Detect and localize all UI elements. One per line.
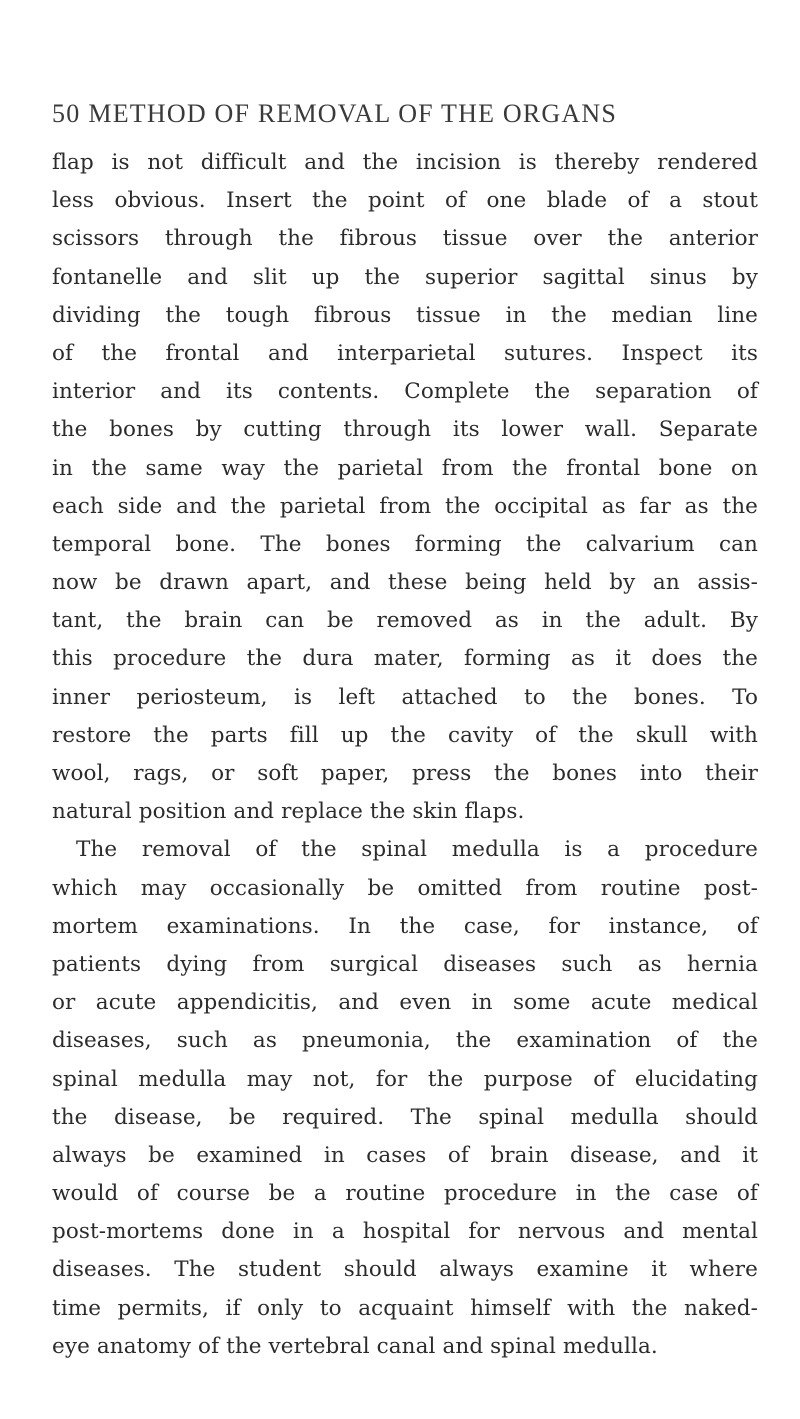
- text-line: dividing the tough fibrous tissue in the median line: [52, 302, 758, 328]
- text-line: this procedure the dura mater, forming as it does the: [52, 646, 758, 672]
- text-line: post-mortems done in a hospital for nervous and mental: [52, 1219, 758, 1245]
- text-line: spinal medulla may not, for the purpose of elucidating: [52, 1066, 758, 1092]
- text-line: time permits, if only to acquaint himself with the naked-: [52, 1295, 758, 1321]
- text-line: would of course be a routine procedure in the case of: [52, 1181, 758, 1207]
- text-line: which may occasionally be omitted from routine post-: [52, 875, 758, 901]
- text-line: the disease, be required. The spinal medulla should: [52, 1104, 758, 1130]
- text-line: tant, the brain can be removed as in the adult. By: [52, 608, 758, 634]
- text-line: interior and its contents. Complete the separation of: [52, 379, 758, 405]
- text-line: the bones by cutting through its lower wall. Separate: [52, 417, 758, 443]
- text-line: each side and the parietal from the occipital as far as the: [52, 493, 758, 519]
- paragraph-last-line: natural position and replace the skin flaps.: [52, 799, 525, 825]
- text-line: fontanelle and slit up the superior sagittal sinus by: [52, 264, 758, 290]
- text-line: or acute appendicitis, and even in some acute medical: [52, 990, 758, 1016]
- text-line: restore the parts fill up the cavity of the skull with: [52, 722, 758, 748]
- paragraph-first-line: The removal of the spinal medulla is a procedure: [76, 837, 758, 863]
- page-number: 50: [52, 99, 81, 128]
- text-line: of the frontal and interparietal sutures. Inspect its: [52, 340, 758, 366]
- text-line: now be drawn apart, and these being held by an assis-: [52, 570, 758, 596]
- running-head-title: METHOD OF REMOVAL OF THE ORGANS: [88, 99, 618, 128]
- running-head: [52, 98, 758, 130]
- text-line: diseases, such as pneumonia, the examination of the: [52, 1028, 758, 1054]
- body-text: [52, 144, 758, 1366]
- text-line: in the same way the parietal from the frontal bone on: [52, 455, 758, 481]
- text-line: patients dying from surgical diseases such as hernia: [52, 951, 758, 977]
- book-page: [52, 98, 758, 1366]
- text-line: mortem examinations. In the case, for instance, of: [52, 913, 758, 939]
- text-line: less obvious. Insert the point of one blade of a stout: [52, 188, 758, 214]
- text-line: diseases. The student should always examine it where: [52, 1257, 758, 1283]
- text-line: temporal bone. The bones forming the calvarium can: [52, 531, 758, 557]
- text-line: flap is not difficult and the incision is thereby rendered: [52, 150, 758, 175]
- text-line: wool, rags, or soft paper, press the bones into their: [52, 761, 758, 786]
- text-line: always be examined in cases of brain disease, and it: [52, 1142, 758, 1168]
- paragraph-last-line: eye anatomy of the vertebral canal and spinal medulla.: [52, 1333, 658, 1359]
- text-line: scissors through the fibrous tissue over the anterior: [52, 226, 758, 252]
- text-line: inner periosteum, is left attached to the bones. To: [52, 684, 758, 710]
